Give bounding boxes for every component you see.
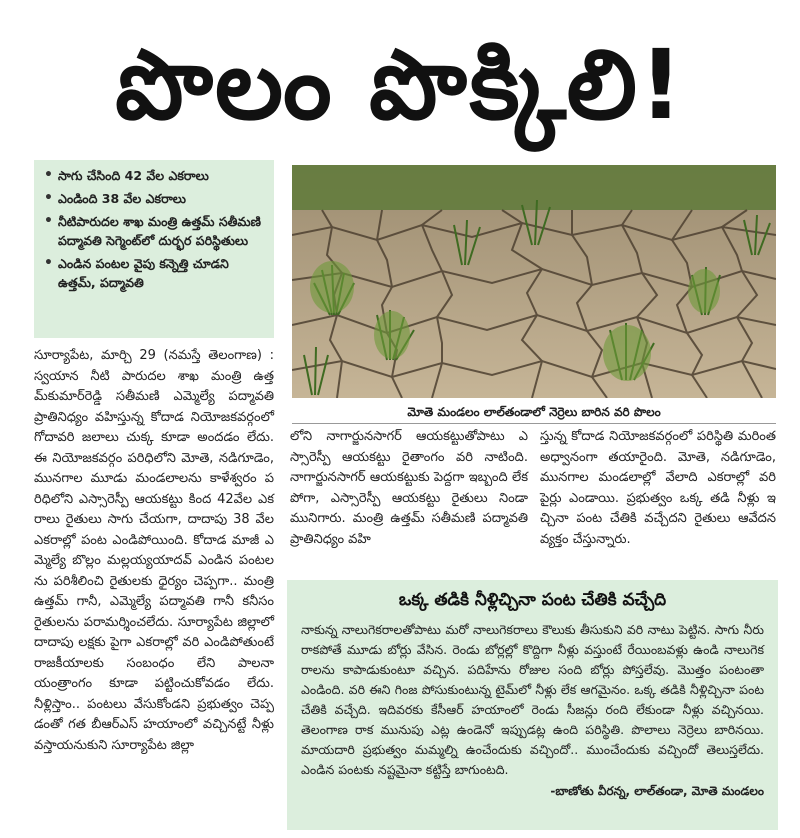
highlight-item: • ఎండింది 38 వేల ఎకరాలు: [44, 189, 266, 208]
farmer-quote-box: [287, 580, 778, 830]
article-column-3: స్తున్న కోదాడ నియోజకవర్గంలో పరిస్థితి మరింత అధ్వానంగా తయారైంది. మోతె, నడిగూడెం, మునగాల మండలాల్లో వేలాది ఎకరాల్లో వరి పైర్లు ఎండాయి. ప్రభుత్వం ఒక్క తడి నీళ్లు ఇచ్చినా పంట చేతికి వచ్చేదని రైతులు ఆవేదన వ్యక్తం చేస్తున్నారు.: [540, 429, 776, 547]
highlight-item: • నీటిపారుదల శాఖ మంత్రి ఉత్తమ్ సతీమణి పద్మావతి సెగ్మెంట్‌లో దుర్భర పరిస్థితులు: [44, 212, 266, 250]
cracked-field-with-paddy-icon: [292, 165, 776, 398]
highlights-list: [44, 166, 266, 292]
article-column-1: సూర్యాపేట, మార్చి 29 (నమస్తే తెలంగాణ) : స్వయాన నీటి పారుదల శాఖ మంత్రి ఉత్తమ్‌కుమార్‌రెడ్డి సతీమణి ఎమ్మెల్యే పద్మావతి ప్రాతినిధ్యం వహిస్తున్న కోదాడ నియోజకవర్గంలో గోదావరి జలాలు చుక్క కూడా అందడం లేదు. ఈ నియోజకవర్గం పరిధిలోని మోతె, నడిగూడెం, మునగాల మూడు మండలాలను కాళేశ్వరం పరిధిలోని ఎస్సారెస్పీ ఆయకట్టు కింద 42వేల ఎకరాలు రైతులు సాగు చేయగా, దాదాపు 38 వేల ఎకరాల్లో పంట ఎండిపోయింది. కోదాడ మాజీ ఎమ్మెల్యే బొల్లం మల్లయ్యయాదవ్ ఎండిన పంటలను పరిశీలించి రైతులకు ధైర్యం చెప్పగా.. మంత్రి ఉత్తమ్ గానీ, ఎమ్మెల్యే పద్మావతి గానీ కనీసం రైతులను పరామర్శించలేదు. సూర్యాపేట జిల్లాలో దాదాపు లక్షకు పైగా ఎకరాల్లో వరి ఎండిపోతుంటే రాజకీయాలకు సంబంధం లేని పాలనా యంత్రాంగం కూడా పట్టించుకోవడం లేదు. నీళ్లిస్తాం.. పంటలు వేసుకోండని ప్రభుత్వం చెప్పడంతో గత బీఆర్‌ఎస్ హయాంలో వచ్చినట్టే నీళ్లు వస్తాయనుకుని సూర్యాపేట జిల్లా: [34, 348, 274, 753]
cracked-field-photo: [292, 165, 776, 398]
highlight-item: • ఎండిన పంటల వైపు కన్నెత్తి చూడని ఉత్తమ్, పద్మావతి: [44, 254, 266, 292]
farmer-quote-credit: -బాణోతు వీరన్న, లాల్‌తండా, మోతె మండలం: [550, 784, 764, 798]
highlights-box: [34, 160, 274, 338]
article-column-2: లోని నాగార్జునసాగర్ ఆయకట్టుతోపాటు ఎస్సారెస్పీ ఆయకట్టు రైతాంగం వరి నాటింది. నాగార్జునసాగర్ ఆయకట్టుకు పెద్దగా ఇబ్బంది లేకపోగా, ఎస్సారెస్పీ ఆయకట్టు రైతులు నిండా మునిగారు. మంత్రి ఉత్తమ్ సతీమణి పద్మావతి ప్రాతినిధ్యం వహి: [290, 429, 528, 547]
farmer-quote-title: ఒక్క తడికి నీళ్లిచ్చినా పంట చేతికి వచ్చేది: [398, 590, 667, 610]
highlight-item: • సాగు చేసింది 42 వేల ఎకరాలు: [44, 166, 266, 185]
photo-caption: మోతె మండలం లాల్‌తండాలో నెర్రెలు బారిన వరి పొలం: [292, 401, 776, 424]
farmer-quote-body: నాకున్న నాలుగెకరాలతోపాటు మరో నాలుగెకరాలు కౌలుకు తీసుకుని వరి నాటు పెట్టిన. సాగు నీరు రాకపోతే మూడు బోర్లు వేసిన. రెండు బోర్లల్లో కొద్దిగా నీళ్లు వస్తుంటే రేయింబవళ్లు ఉండి నాలుగెకరాలను కాపాడుకుంటూ వచ్చిన. పదిహేను రోజుల సంది బోర్లు పోస్తలేవు. మొత్తం పంటంతా ఎండింది. వరి ఈని గింజ పోసుకుంటున్న టైమ్‌లో నీళ్లు లేక ఆగమైనం. ఒక్క తడికి నీళ్లిచ్చినా పంట చేతికి వచ్చేది. ఇదివరకు కేసీఆర్ హయాంలో రెండు సీజన్లు రంది లేకుండా నీళ్లు వచ్చినయి. తెలంగాణ రాక మునుపు ఎట్ల ఉండెనో ఇప్పుడట్ల ఉంది పరిస్థితి. పొలాలు నెర్రెలు బారినయి. మాయదారి ప్రభుత్వం మమ్మల్ని ఉంచేందుకు వచ్చిందో.. ముంచేందుకు వచ్చిందో తెలుస్తలేదు. ఎండిన పంటకు నష్టమైనా కట్టిస్తే బాగుంటది.: [301, 622, 764, 777]
headline: పొలం పొక్కిలి!: [115, 29, 685, 141]
